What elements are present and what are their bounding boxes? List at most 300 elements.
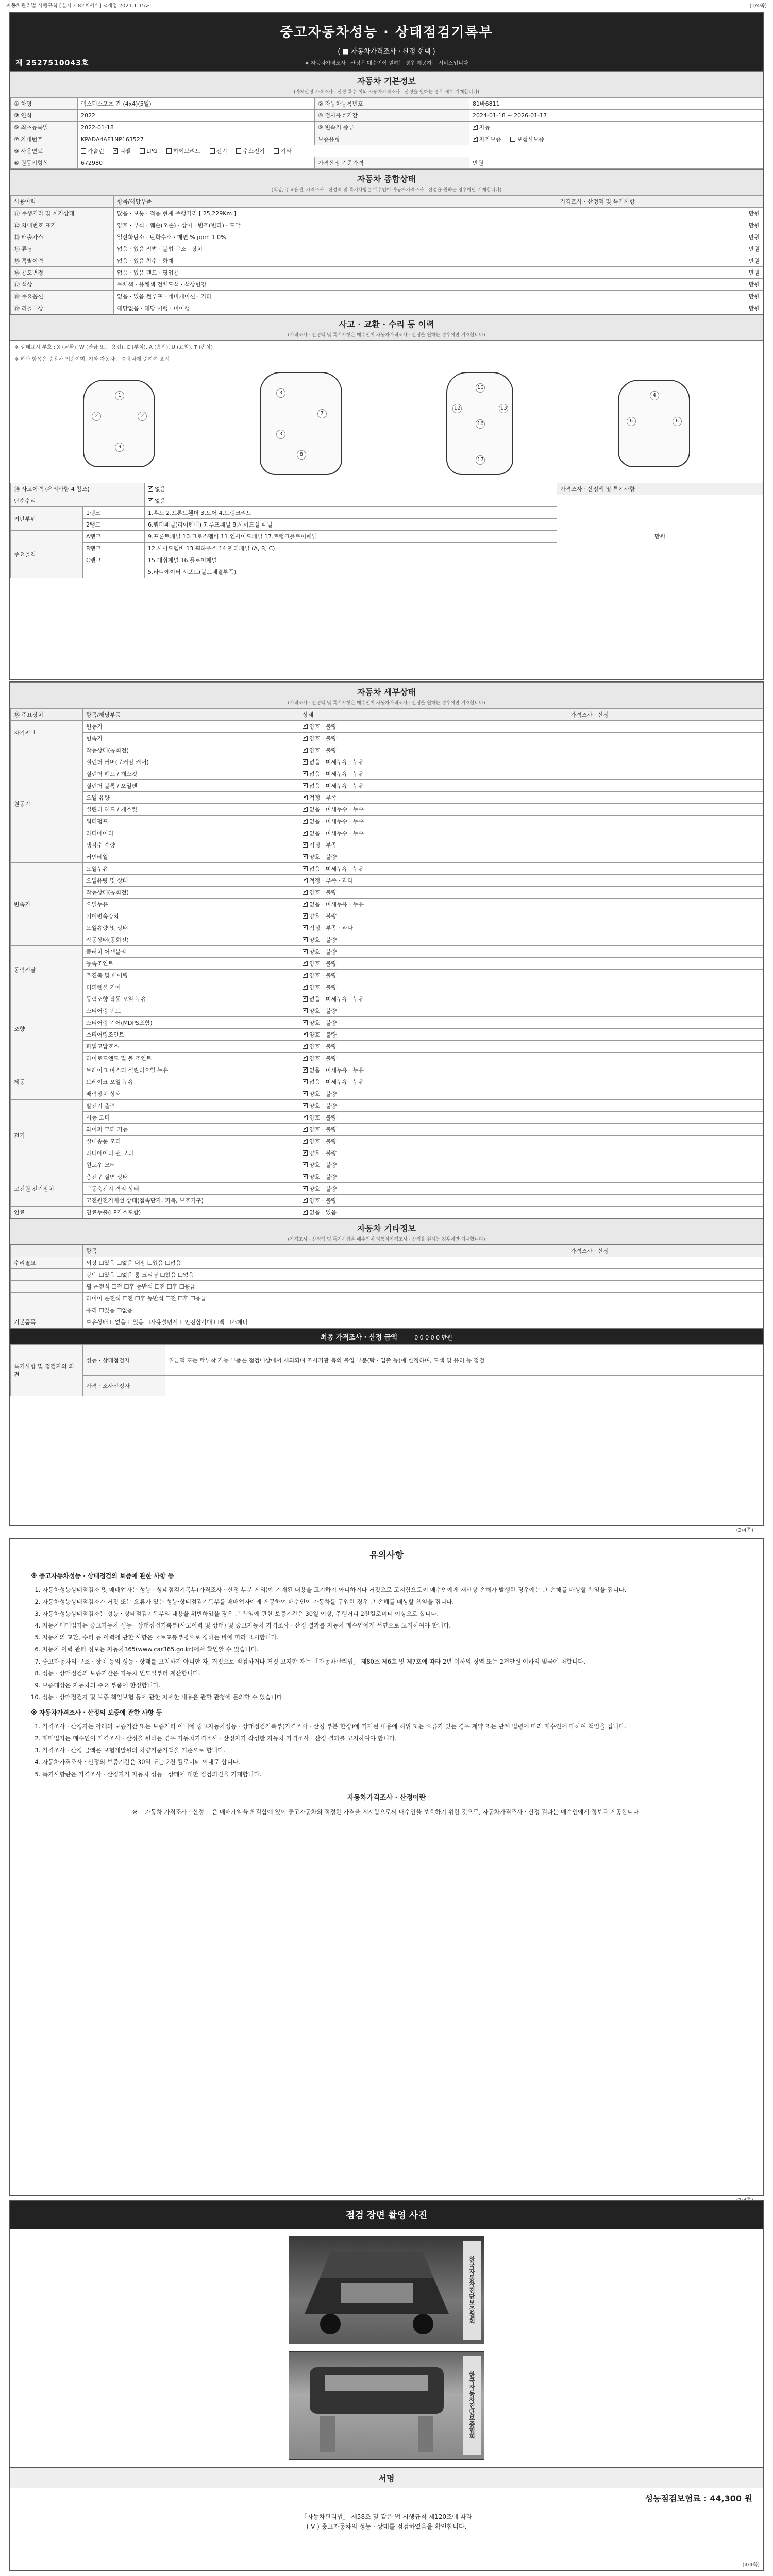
detail-item: 변속기 — [83, 733, 299, 744]
part-number-17: 17 — [476, 455, 485, 465]
detail-state: ✓ 양호 · 불량 — [299, 1171, 567, 1183]
detail-price-cell — [567, 910, 763, 922]
etc-sub: (가격조사 · 산정액 및 특기사항은 매수인이 자동차가격조사 · 산정을 원하는 경우에만 기재합니다) — [288, 1237, 485, 1242]
checkbox-icon — [303, 996, 308, 1002]
detail-price-cell — [567, 981, 763, 993]
checkbox-icon — [473, 137, 478, 142]
detail-row — [11, 1183, 763, 1195]
detail-price-cell — [567, 946, 763, 958]
part-number-9: 9 — [115, 443, 124, 452]
detail-item: 타이로드엔드 및 볼 조인트 — [83, 1053, 299, 1064]
warranty-opt-insurer: 보험사보증 — [510, 135, 544, 143]
detail-state: ✓ 없음 · 미세누유 · 누유 — [299, 1076, 567, 1088]
detail-row — [11, 934, 763, 946]
detail-price-cell — [567, 993, 763, 1005]
etc-row-price — [567, 1281, 763, 1293]
detail-price-cell — [567, 863, 763, 875]
detail-state: ✓ 양호 · 불량 — [299, 1112, 567, 1124]
detail-group-name: 변속기 — [11, 863, 83, 946]
vin: KPADA4AE1NP163527 — [78, 133, 315, 145]
detail-item: 와이퍼 모터 기능 — [83, 1124, 299, 1136]
detail-state: ✓ 양호 · 불량 — [299, 934, 567, 946]
first-reg-label: ⑤ 최초등록일 — [11, 122, 78, 133]
detail-row — [11, 1053, 763, 1064]
detail-state: ✓ 적정 · 부족 · 과다 — [299, 875, 567, 887]
overall-row-unit: 만원 — [557, 219, 763, 231]
detail-state: ✓ 양호 · 불량 — [299, 970, 567, 981]
guide-item: 2. 자동차성능상태점검자가 거짓 또는 오류가 있는 성능·상태점검기록부를 매매업자에게 제공하여 매수인이 자동차를 구입한 경우 그 손해를 배상할 책임을 집니다. — [42, 1597, 742, 1607]
accident-sub: (가격조사 · 산정액 및 특기사항은 매수인이 자동차가격조사 · 산정을 원하는 경우에만 기재합니다) — [288, 333, 485, 338]
guide-item: 7. 중고자동차의 구조 · 장치 등의 성능 · 상태를 고지하지 아니한 자, 거짓으로 점검하거나 거짓 고지한 자는 「자동차관리법」 제80조 제6호 및 제7호에 따라 2년 이하의 징역 또는 2천만원 이하의 벌금에 처합니다. — [42, 1656, 742, 1667]
part-number-8: 8 — [297, 450, 306, 460]
checkbox-icon — [303, 1079, 308, 1084]
simple-repair-value: ✓ 없음 — [145, 495, 557, 507]
detail-price-cell — [567, 1005, 763, 1017]
etc-row-price — [567, 1257, 763, 1269]
detail-price-cell — [567, 839, 763, 851]
etc-row-price — [567, 1269, 763, 1281]
guide-note-text: ※ 「자동차 가격조사 · 산정」 은 매매계약을 체결함에 있어 중고자동차의 적정한 가격을 제시함으로써 매수인을 보호하기 위한 것으로, 자동차가격조사 · 산정 결과는 매수인에게 정보를 제공합니다. — [132, 1808, 641, 1816]
etc-title: 자동차 기타정보 — [357, 1224, 416, 1233]
overall-row-unit: 만원 — [557, 208, 763, 219]
checkbox-icon — [303, 1067, 308, 1073]
overall-title: 자동차 종합상태 — [357, 174, 416, 184]
overall-row — [11, 255, 763, 267]
etc-col-label — [11, 1245, 83, 1257]
etc-row-label — [11, 1269, 83, 1281]
rank-extra — [83, 566, 145, 578]
accident-history-value: ✓ 없음 — [145, 483, 557, 495]
checkbox-icon — [303, 1008, 308, 1013]
etc-header — [10, 1218, 763, 1245]
overall-row-text: 해당없음 · 해당 이행 · 미이행 — [114, 302, 557, 314]
detail-item: 오일 유량 — [83, 792, 299, 804]
overall-row-label: ⑫ 차대번호 표기 — [11, 219, 114, 231]
parts-rank2: 6.쿼터패널(리어펜더) 7.루프패널 8.사이드실 패널 — [145, 519, 557, 531]
detail-item: 추진축 및 베어링 — [83, 970, 299, 981]
detail-row — [11, 1076, 763, 1088]
overall-row-text: 없음 · 있음 적법 · 불법 구조 · 장치 — [114, 243, 557, 255]
detail-state: ✓ 없음 · 미세누유 · 누유 — [299, 863, 567, 875]
detail-price-cell — [567, 1195, 763, 1207]
vin-label: ⑦ 차대번호 — [11, 133, 78, 145]
guide-section — [10, 1539, 763, 1840]
final-price-header — [10, 1328, 763, 1344]
detail-state: ✓ 양호 · 불량 — [299, 1053, 567, 1064]
part-number-13: 13 — [499, 404, 508, 413]
parts-rankC: 15.대쉬패널 16.플로어패널 — [145, 554, 557, 566]
checkbox-icon — [303, 985, 308, 990]
detail-item: 브레이크 오일 누유 — [83, 1076, 299, 1088]
checkbox-icon — [303, 937, 308, 942]
guide-section-2: ※ 자동차가격조사 · 산정의 보증에 관한 사항 등 — [31, 1709, 162, 1716]
special-text: 위금액 또는 탈부착 가능 부품은 점검대상에서 제외되며 조사기관 측의 불입 부분(탁 · 입출 등)에 한정하며, 도색 및 유리 등 점검 — [165, 1345, 763, 1376]
detail-group-name: 전기 — [11, 1100, 83, 1171]
detail-item: 오일유량 및 상태 — [83, 922, 299, 934]
detail-price-cell — [567, 851, 763, 863]
detail-state: ✓ 양호 · 불량 — [299, 1159, 567, 1171]
etc-row-price — [567, 1316, 763, 1328]
overall-row — [11, 291, 763, 302]
overall-row-label: ⑮ 특별이력 — [11, 255, 114, 267]
detail-state: ✓ 양호 · 불량 — [299, 1017, 567, 1029]
detail-row — [11, 1112, 763, 1124]
detail-row — [11, 993, 763, 1005]
detail-item: 라디에이터 — [83, 827, 299, 839]
detail-row — [11, 744, 763, 756]
transmission-label: ⑥ 변속기 종류 — [315, 122, 469, 133]
part-number-3b: 3 — [276, 430, 285, 439]
inspection-photo-2 — [289, 2351, 484, 2460]
detail-state: ✓ 양호 · 불량 — [299, 1088, 567, 1100]
detail-state: ✓ 없음 · 미세누유 · 누유 — [299, 993, 567, 1005]
detail-state: ✓ 적정 · 부족 — [299, 839, 567, 851]
document-notice: ※ 자동차가격조사 · 산정은 매수인이 원하는 경우 제공하는 서비스입니다 — [305, 61, 468, 66]
accident-title: 사고 · 교환 · 수리 등 이력 — [339, 319, 434, 329]
detail-price-cell — [567, 934, 763, 946]
checkbox-icon — [303, 902, 308, 907]
engine-label: ⑩ 원동기형식 — [11, 157, 78, 169]
special-label: 특기사항 및 점검자의 의견 — [11, 1345, 83, 1396]
guide-item: 3. 자동차성능상태점검자는 성능 · 상태점검기록부의 내용을 위반하였을 경우 그 책임에 관한 보증기간은 30일 이상, 주행거리 2천킬로미터 이상으로 합니다. — [42, 1608, 742, 1619]
detail-price-cell — [567, 780, 763, 792]
detail-col-main: ⑱ 주요장치 — [11, 709, 83, 721]
detail-state: ✓ 양호 · 불량 — [299, 946, 567, 958]
inspection-label: ④ 검사유효기간 — [315, 110, 469, 122]
detail-item: 기어변속장치 — [83, 910, 299, 922]
checkbox-icon — [303, 748, 308, 753]
special-table — [10, 1344, 763, 1396]
detail-item: 충전구 절연 상태 — [83, 1171, 299, 1183]
fuel-opt-gasoline: 가솔린 — [81, 147, 104, 155]
special-inspector: 성능 · 상태점검자 — [83, 1345, 165, 1376]
detail-price-cell — [567, 1159, 763, 1171]
detail-state: ✓ 양호 · 불량 — [299, 958, 567, 970]
checkbox-icon — [303, 961, 308, 966]
confirmation-text — [10, 2512, 763, 2532]
detail-state: ✓ 양호 · 불량 — [299, 981, 567, 993]
checkbox-icon — [303, 1174, 308, 1179]
sheet-page-2 — [9, 681, 764, 1533]
detail-item: 고전원전기배선 상태(접속단자, 피복, 보호기구) — [83, 1195, 299, 1207]
detail-price-cell — [567, 1029, 763, 1041]
engine: 672980 — [78, 157, 315, 169]
overall-row-label: ⑰ 색상 — [11, 279, 114, 291]
overall-col-usage: 사용이력 — [11, 196, 114, 208]
etc-row-label: 기본품목 — [11, 1316, 83, 1328]
detail-state: ✓ 없음 · 미세누수 · 누수 — [299, 827, 567, 839]
detail-group-name: 조향 — [11, 993, 83, 1064]
guide-note-head: 자동차가격조사 · 산정이란 — [347, 1793, 426, 1802]
detail-item: 동력조향 작동 오일 누유 — [83, 993, 299, 1005]
document-title: 중고자동차성능 · 상태점검기록부 — [280, 25, 493, 40]
detail-row — [11, 756, 763, 768]
detail-price-cell — [567, 744, 763, 756]
detail-item: 냉각수 수량 — [83, 839, 299, 851]
overall-sub: (색상, 주요옵션, 가격조사 · 산정액 및 특기사항은 매수인이 자동차가격조사 · 산정을 원하는 경우에만 기재합니다) — [271, 188, 502, 193]
checkbox-icon — [303, 1162, 308, 1167]
car-front-view — [83, 380, 155, 467]
detail-price-cell — [567, 958, 763, 970]
guide-item: 1. 자동차성능상태점검자 및 매매업자는 성능 · 상태점검기록부(가격조사 · 산정 부분 제외)에 기재된 내용을 고지하지 아니하거나 거짓으로 고지함으로써 매수인에게 재산상 손해가 발생한 경우에는 그 손해를 배상할 책임을 집니다. — [42, 1585, 742, 1595]
fuel-label: ⑨ 사용연료 — [11, 145, 78, 157]
simple-repair-label: 단순수리 — [11, 495, 145, 507]
year: 2022 — [78, 110, 315, 122]
checkbox-icon — [303, 1103, 308, 1108]
checkbox-icon — [210, 148, 215, 154]
overall-row — [11, 219, 763, 231]
inspection-period: 2024-01-18 ~ 2026-01-17 — [469, 110, 763, 122]
detail-row — [11, 1100, 763, 1112]
etc-row-items: 타이어 운전석 ☐전 ☐후 동반석 ☐전 ☐후 ☐응급 — [83, 1293, 567, 1304]
detail-title: 자동차 세부상태 — [357, 687, 416, 697]
detail-row — [11, 958, 763, 970]
detail-row — [11, 827, 763, 839]
special-appraiser: 가격 · 조사산정자 — [83, 1376, 165, 1396]
detail-group-name: 동력전달 — [11, 946, 83, 993]
etc-row-label — [11, 1304, 83, 1316]
detail-price-cell — [567, 1076, 763, 1088]
overall-row-text: 일산화탄소 · 탄화수소 · 매연 % ppm 1.0% — [114, 231, 557, 243]
accident-history-label: ⑳ 사고이력 (유의사항 4 참조) — [11, 483, 145, 495]
detail-price-cell — [567, 827, 763, 839]
detail-state: ✓ 적정 · 부족 · 과다 — [299, 922, 567, 934]
special-appraiser-value — [165, 1376, 763, 1396]
etc-row-items: 광택 ☐있음 ☐없음 룸 크리닝 ☐있음 ☐없음 — [83, 1269, 567, 1281]
detail-state: ✓ 없음 · 미세누수 · 누수 — [299, 816, 567, 827]
detail-group-name: 자기진단 — [11, 721, 83, 744]
detail-price-cell — [567, 875, 763, 887]
fuel-opt-other: 기타 — [274, 147, 291, 155]
detail-item: 브레이크 마스터 실린더오일 누유 — [83, 1064, 299, 1076]
checkbox-icon — [303, 878, 308, 883]
detail-row — [11, 946, 763, 958]
parts-rankB: 12.사이드멤버 13.휠하우스 14.필러패널 (A, B, C) — [145, 543, 557, 554]
warranty-opt-self: ✓ 자가보증 — [473, 135, 501, 143]
document-subtitle: ( ■ 자동차가격조사 · 산정 선택 ) — [338, 48, 435, 56]
detail-group-name: 제동 — [11, 1064, 83, 1100]
checkbox-icon — [303, 1186, 308, 1191]
checkbox-icon — [303, 866, 308, 871]
detail-group-name: 원동기 — [11, 744, 83, 863]
confirmation-line-2: ( V ) 중고자동차의 성능 · 상태를 점검하였음을 확인합니다. — [306, 2523, 467, 2531]
guide-item: 5. 자동차의 교환, 수리 등 이력에 관한 사항은 국토교통부령으로 정하는 바에 따라 표시합니다. — [42, 1632, 742, 1642]
detail-row — [11, 1017, 763, 1029]
checkbox-icon — [303, 724, 308, 729]
detail-state: ✓ 양호 · 불량 — [299, 721, 567, 733]
detail-item: 윈도우 모터 — [83, 1159, 299, 1171]
detail-state: ✓ 양호 · 불량 — [299, 1029, 567, 1041]
detail-row — [11, 1064, 763, 1076]
overall-row — [11, 243, 763, 255]
part-number-6: 6 — [627, 417, 636, 426]
basic-info-header — [10, 71, 763, 97]
checkbox-icon — [303, 890, 308, 895]
checkbox-icon — [303, 783, 308, 788]
detail-col-item: 항목/해당부품 — [83, 709, 299, 721]
accident-table — [10, 483, 763, 578]
detail-item: 오일누유 — [83, 863, 299, 875]
checkbox-icon — [236, 148, 241, 154]
guide-item: 9. 보증대상은 자동차의 주요 부품에 한정합니다. — [42, 1680, 742, 1690]
checkbox-icon — [303, 795, 308, 800]
guide-item: 10. 성능 · 상태점검자 및 보증 책임보험 등에 관한 자세한 내용은 관할 관청에 문의할 수 있습니다. — [42, 1692, 742, 1702]
overall-row-label: ⑱ 주요옵션 — [11, 291, 114, 302]
etc-row — [11, 1269, 763, 1281]
photo-section-title: 점검 장면 촬영 사진 — [10, 2201, 763, 2229]
checkbox-icon — [148, 486, 153, 492]
accident-price-unit: 만원 — [557, 495, 763, 578]
overall-row-unit: 만원 — [557, 255, 763, 267]
detail-price-cell — [567, 721, 763, 733]
detail-row — [11, 1195, 763, 1207]
detail-row — [11, 899, 763, 910]
detail-row — [11, 1029, 763, 1041]
detail-row — [11, 768, 763, 780]
insurance-fee-row — [10, 2488, 763, 2508]
detail-price-cell — [567, 970, 763, 981]
detail-row — [11, 851, 763, 863]
detail-state: ✓ 양호 · 불량 — [299, 1124, 567, 1136]
checkbox-icon — [303, 1127, 308, 1132]
etc-row-items: 휠 운전석 ☐전 ☐후 동반석 ☐전 ☐후 ☐응급 — [83, 1281, 567, 1293]
detail-row — [11, 1207, 763, 1218]
etc-row — [11, 1293, 763, 1304]
top-bar — [0, 0, 773, 10]
overall-row-text: 없음 · 있음 썬루프 · 네비게이션 · 기타 — [114, 291, 557, 302]
sheet-page-4 — [9, 2200, 764, 2571]
detail-price-cell — [567, 1112, 763, 1124]
etc-row-items: 외장 ☐있음 ☐없음 내장 ☐있음 ☐없음 — [83, 1257, 567, 1269]
overall-row-unit: 만원 — [557, 302, 763, 314]
detail-item: 실린더 헤드 / 개스킷 — [83, 804, 299, 816]
final-price-value: 0 0 0 0 0 만원 — [414, 1334, 452, 1341]
parts-rankA: 9.프론트패널 10.크로스멤버 11.인사이드패널 17.트렁크플로어패널 — [145, 531, 557, 543]
overall-row-text: 없음 · 있음 렌트 · 영업용 — [114, 267, 557, 279]
fuel-opt-lpg: LPG — [140, 148, 157, 155]
etc-row — [11, 1316, 763, 1328]
detail-state: ✓ 없음 · 미세누유 · 누유 — [299, 899, 567, 910]
accident-legend: ※ 상태표시 부호 : X (교환), W (판금 또는 용접), C (부식), A (흠집), U (요철), T (손상) — [14, 345, 213, 350]
sheet-page-1 — [9, 12, 764, 680]
detail-row — [11, 839, 763, 851]
checkbox-icon — [274, 148, 279, 154]
detail-item: 디퍼렌셜 기어 — [83, 981, 299, 993]
detail-row — [11, 1159, 763, 1171]
detail-item: 오일누유 — [83, 899, 299, 910]
detail-state: ✓ 양호 · 불량 — [299, 1136, 567, 1147]
car-diagram — [10, 364, 763, 483]
checkbox-icon — [166, 148, 172, 154]
detail-state: ✓ 양호 · 불량 — [299, 1195, 567, 1207]
checkbox-icon — [473, 125, 478, 130]
etc-row-label: 수리필요 — [11, 1257, 83, 1269]
detail-item: 스티어링조인트 — [83, 1029, 299, 1041]
detail-item: 실린더 블록 / 오일팬 — [83, 780, 299, 792]
fuel-opt-electric: 전기 — [210, 147, 227, 155]
overall-row-unit: 만원 — [557, 291, 763, 302]
year-label: ③ 연식 — [11, 110, 78, 122]
page-footer-2: (2/4쪽) — [736, 1528, 753, 1533]
detail-price-cell — [567, 887, 763, 899]
detail-price-cell — [567, 756, 763, 768]
detail-item: 작동상태(공회전) — [83, 887, 299, 899]
etc-row — [11, 1304, 763, 1316]
detail-item: 스티어링 펌프 — [83, 1005, 299, 1017]
warranty-label: 보증유형 — [315, 133, 469, 145]
detail-item: 등속조인트 — [83, 958, 299, 970]
fuel-opts — [78, 145, 763, 157]
guide-note-box — [93, 1787, 680, 1823]
accident-price-head: 가격조사 · 산정액 및 특기사항 — [557, 483, 763, 495]
checkbox-icon — [303, 807, 308, 812]
parts-rank1: 1.후드 2.프론트휀더 3.도어 4.트렁크리드 — [145, 507, 557, 519]
final-price-title: 최종 가격조사 · 산정 금액 — [321, 1334, 397, 1342]
insurance-fee-label: 성능점검보험료 : — [645, 2494, 707, 2503]
checkbox-icon — [303, 1020, 308, 1025]
detail-row — [11, 1088, 763, 1100]
accident-header — [10, 314, 763, 341]
detail-price-cell — [567, 1041, 763, 1053]
part-number-4: 4 — [650, 391, 659, 400]
detail-row — [11, 721, 763, 733]
part-number-10: 10 — [476, 383, 485, 393]
part-number-12: 12 — [452, 404, 462, 413]
detail-row — [11, 733, 763, 744]
fuel-opt-diesel: ✓ 디젤 — [113, 147, 130, 155]
detail-row — [11, 792, 763, 804]
detail-item: 클러치 어셈블리 — [83, 946, 299, 958]
detail-row — [11, 970, 763, 981]
detail-row — [11, 922, 763, 934]
guide-section-1: ※ 중고자동차성능 · 상태점검의 보증에 관한 사항 등 — [31, 1572, 174, 1580]
overall-row-unit: 만원 — [557, 267, 763, 279]
detail-state: ✓ 없음 · 있음 — [299, 1207, 567, 1218]
detail-item: 원동기 — [83, 721, 299, 733]
etc-col-item: 항목 — [83, 1245, 567, 1257]
guide-list-1 — [31, 1585, 742, 1702]
etc-col-price: 가격조사 · 산정 — [567, 1245, 763, 1257]
transmission — [469, 122, 763, 133]
inspection-photo-1 — [289, 2236, 484, 2344]
detail-item: 파워고압호스 — [83, 1041, 299, 1053]
detail-state: ✓ 양호 · 불량 — [299, 1005, 567, 1017]
detail-state: ✓ 양호 · 불량 — [299, 887, 567, 899]
fuel-opt-hybrid: 하이브리드 — [166, 147, 200, 155]
checkbox-icon — [303, 1056, 308, 1061]
detail-price-cell — [567, 1147, 763, 1159]
overall-row — [11, 267, 763, 279]
checkbox-icon — [303, 1210, 308, 1215]
part-number-2: 2 — [92, 412, 101, 421]
overall-col-item: 항목/해당부품 — [114, 196, 557, 208]
detail-item: 실린더 헤드 / 개스킷 — [83, 768, 299, 780]
confirmation-line-1: 「자동차관리법」 제58조 및 같은 법 시행규칙 제120조에 따라 — [300, 2513, 473, 2520]
detail-row — [11, 910, 763, 922]
guide-item: 4. 자동차가격조사 · 산정의 보증기간은 30일 또는 2천 킬로미터 이내로 합니다. — [42, 1757, 742, 1767]
basic-info-sub: (자체산정 가격조사 · 산정 특수 이외 자동차가격조사 · 산정을 원하는 경우 세부 기재합니다) — [293, 90, 480, 95]
page-indicator: (1/4쪽) — [749, 3, 767, 9]
detail-row — [11, 981, 763, 993]
detail-state: ✓ 없음 · 미세누유 · 누유 — [299, 756, 567, 768]
detail-price-cell — [567, 804, 763, 816]
etc-row-items: 유리 ☐있음 ☐없음 — [83, 1304, 567, 1316]
checkbox-icon — [303, 759, 308, 765]
detail-state: ✓ 없음 · 미세누유 · 누유 — [299, 1064, 567, 1076]
detail-state: ✓ 양호 · 불량 — [299, 733, 567, 744]
checkbox-icon — [303, 1139, 308, 1144]
detail-price-cell — [567, 1136, 763, 1147]
